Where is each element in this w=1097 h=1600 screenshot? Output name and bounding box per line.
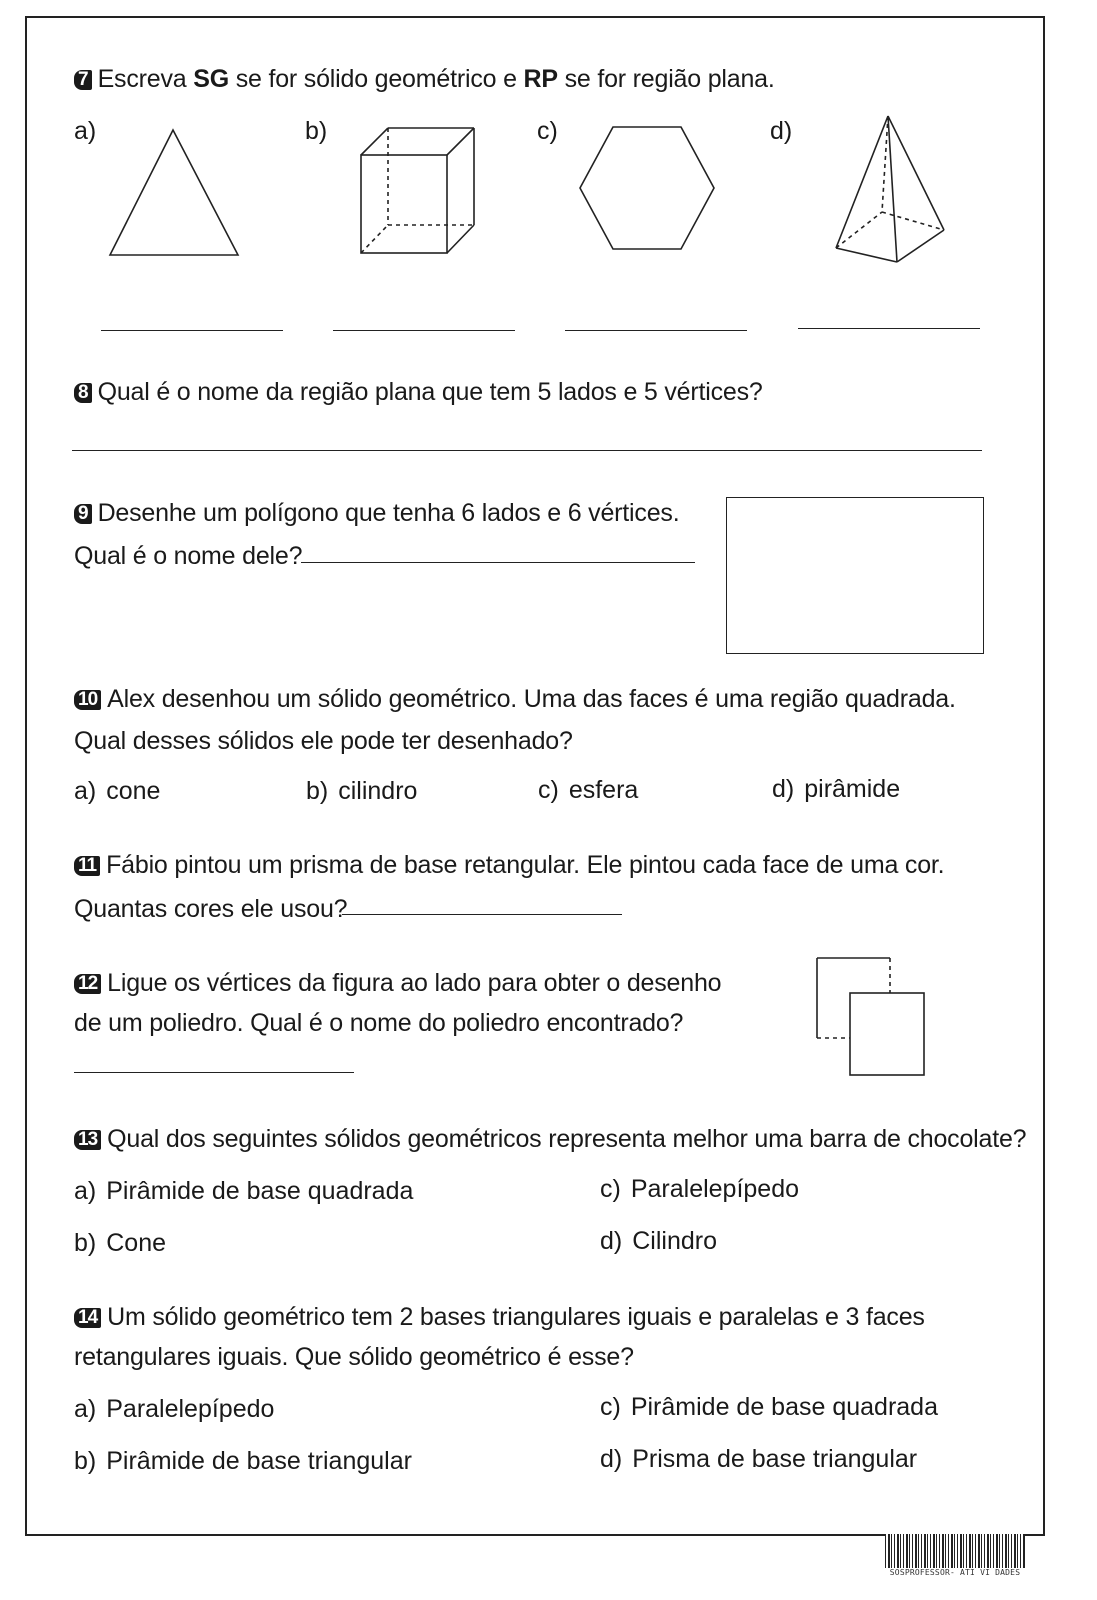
question-10: 10 Alex desenhou um sólido geométrico. Uma das faces é uma região quadrada. — [74, 684, 956, 714]
q13-option-c[interactable]: c) Paralelepípedo — [600, 1175, 800, 1203]
q10-option-c[interactable]: c) esfera — [538, 776, 639, 804]
question-10-line2: Qual desses sólidos ele pode ter desenhado? — [74, 727, 573, 755]
q14-option-a[interactable]: a) Paralelepípedo — [74, 1395, 275, 1423]
label-d: d) — [770, 117, 793, 145]
question-14: 14 Um sólido geométrico tem 2 bases triangulares iguais e paralelas e 3 faces — [74, 1302, 925, 1332]
question-12-line2: de um poliedro. Qual é o nome do poliedro encontrado? — [74, 1009, 684, 1037]
q13-option-a[interactable]: a) Pirâmide de base quadrada — [74, 1177, 414, 1205]
question-11: 11 Fábio pintou um prisma de base retangular. Ele pintou cada face de uma cor. — [74, 850, 944, 880]
question-number-13: 13 — [74, 1130, 101, 1150]
label-c: c) — [537, 117, 558, 145]
question-12: 12 Ligue os vértices da figura ao lado para obter o desenho — [74, 968, 721, 998]
q13-option-d[interactable]: d) Cilindro — [600, 1227, 717, 1255]
label-a: a) — [74, 117, 97, 145]
question-number-11: 11 — [74, 856, 100, 876]
question-number-14: 14 — [74, 1308, 101, 1328]
q10-option-b[interactable]: b) cilindro — [306, 777, 418, 805]
q14-option-d[interactable]: d) Prisma de base triangular — [600, 1445, 918, 1473]
question-number-10: 10 — [74, 690, 101, 710]
label-b: b) — [305, 117, 328, 145]
question-9: 9 Desenhe um polígono que tenha 6 lados e 6 vértices. — [74, 498, 679, 528]
q13-option-b[interactable]: b) Cone — [74, 1229, 166, 1257]
sg-term: SG — [193, 65, 229, 93]
question-11-line2: Quantas cores ele usou? — [74, 895, 348, 923]
question-number-8: 8 — [74, 383, 92, 403]
question-7: 7 Escreva SG se for sólido geométrico e RP se for região plana. — [74, 64, 775, 94]
rp-term: RP — [523, 65, 558, 93]
q10-option-a[interactable]: a) cone — [74, 777, 161, 805]
q14-option-c[interactable]: c) Pirâmide de base quadrada — [600, 1393, 938, 1421]
question-9-line2: Qual é o nome dele? — [74, 542, 303, 570]
question-14-line2: retangulares iguais. Que sólido geométrico é esse? — [74, 1343, 634, 1371]
barcode-text: SOSPROFESSOR- ATI VI DADES — [889, 1568, 1021, 1577]
question-number-7: 7 — [74, 70, 92, 90]
q10-option-d[interactable]: d) pirâmide — [772, 775, 901, 803]
barcode-icon — [885, 1534, 1025, 1568]
q14-option-b[interactable]: b) Pirâmide de base triangular — [74, 1447, 412, 1475]
question-number-12: 12 — [74, 974, 101, 994]
question-8: 8 Qual é o nome da região plana que tem 5 lados e 5 vértices? — [74, 377, 763, 407]
question-number-9: 9 — [74, 504, 92, 524]
question-13: 13 Qual dos seguintes sólidos geométricos representa melhor uma barra de chocolate? — [74, 1124, 1026, 1154]
